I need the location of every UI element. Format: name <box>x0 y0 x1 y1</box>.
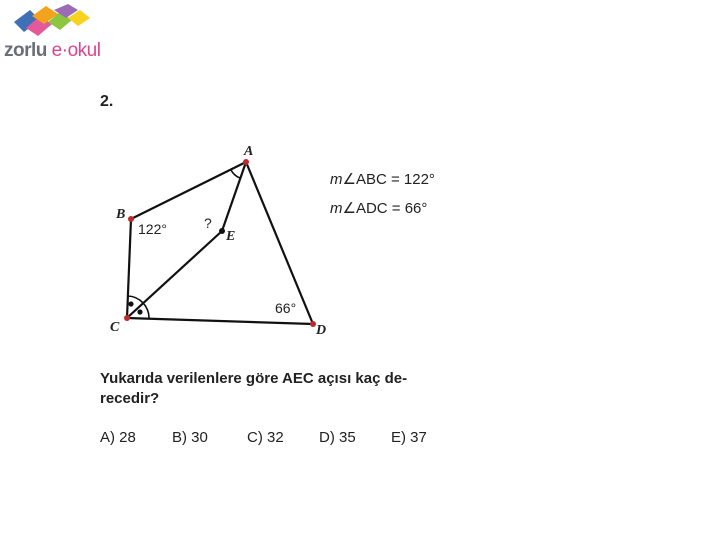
choice-a[interactable]: A) 28 <box>100 429 136 446</box>
angle-unknown-label: ? <box>204 215 212 231</box>
question-text: Yukarıda verilenlere göre AEC açısı kaç de- recedir? <box>100 370 408 407</box>
label-A: A <box>244 144 254 159</box>
label-B: B <box>116 207 126 222</box>
choice-e[interactable]: E) 37 <box>391 429 427 446</box>
point-A <box>243 159 249 165</box>
label-D: D <box>316 323 327 338</box>
angle-B-label: 122° <box>138 221 167 237</box>
label-E: E <box>226 229 236 244</box>
given-prefix-m: m <box>330 171 343 188</box>
bisector-mark-2 <box>137 309 142 314</box>
segment-EC <box>127 231 222 318</box>
bisector-mark-1 <box>128 301 133 306</box>
angle-D-label: 66° <box>275 300 297 316</box>
point-B <box>128 216 134 222</box>
logo-word-eokul: e·okul <box>51 40 101 61</box>
point-E <box>219 228 225 234</box>
choice-b[interactable]: B) 30 <box>172 429 208 446</box>
choice-d[interactable]: D) 35 <box>319 429 356 446</box>
given-angle-abc <box>330 170 435 188</box>
angle-symbol-icon: ∠ <box>342 200 356 217</box>
question-number: 2. <box>100 93 114 110</box>
point-C <box>124 315 130 321</box>
choice-c[interactable]: C) 32 <box>247 429 284 446</box>
logo-word-zorlu: zorlu <box>4 40 47 61</box>
segment-CD <box>127 318 313 324</box>
angle-symbol-icon: ∠ <box>342 171 356 188</box>
given-text: ADC = 66° <box>355 200 428 217</box>
given-angle-adc <box>330 199 427 217</box>
label-C: C <box>110 320 120 335</box>
given-prefix-m: m <box>330 200 343 217</box>
angle-arc-A <box>231 170 240 178</box>
given-text: ABC = 122° <box>355 171 435 188</box>
